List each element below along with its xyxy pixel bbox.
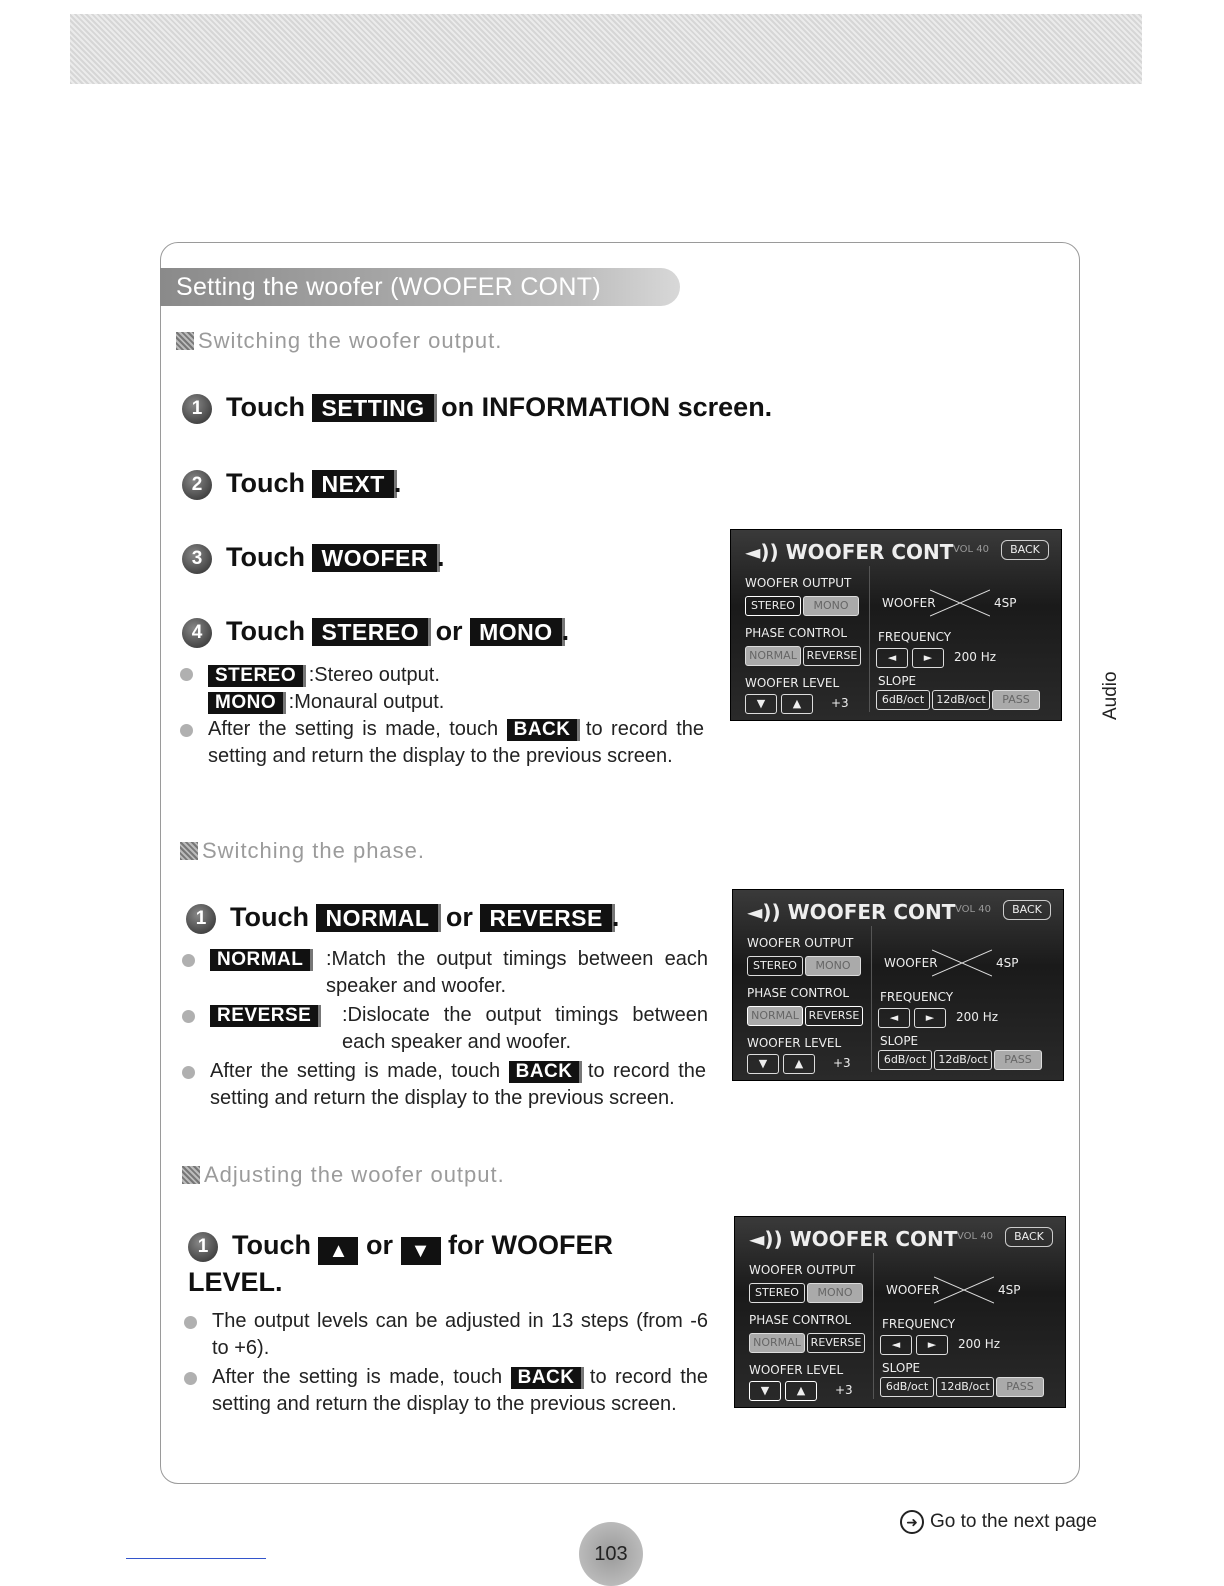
note-text: After the setting is made, touch xyxy=(212,1366,511,1388)
level-up-button[interactable]: ▲ xyxy=(781,694,813,714)
speaker-label: 4SP xyxy=(994,596,1017,610)
woofer-level-label: WOOFER LEVEL xyxy=(749,1363,844,1377)
arrow-right-icon: ➜ xyxy=(900,1510,924,1534)
step-number: 1 xyxy=(182,394,212,424)
note-text: :Stereo output. xyxy=(308,664,440,686)
frequency-value: 200 Hz xyxy=(956,1010,999,1024)
crossover-panel xyxy=(871,926,1048,1072)
slope-6-button[interactable]: 6dB/oct xyxy=(880,1377,934,1397)
bullet-icon xyxy=(184,1316,197,1329)
frequency-up-button[interactable]: ► xyxy=(914,1008,946,1028)
back-button[interactable]: BACK xyxy=(1003,900,1051,920)
note-after-1 xyxy=(208,716,704,770)
woofer-cont-screen-1 xyxy=(730,529,1062,721)
subheading-phase xyxy=(180,838,425,864)
bullet-icon xyxy=(182,954,195,967)
reverse-button[interactable]: REVERSE xyxy=(805,1006,863,1026)
normal-button[interactable]: NORMAL xyxy=(749,1333,805,1353)
level-down-button[interactable]: ▼ xyxy=(749,1381,781,1401)
subheading-text: Adjusting the woofer output. xyxy=(204,1162,505,1187)
level-value: +3 xyxy=(833,1056,851,1070)
step-text: Touch xyxy=(226,542,313,572)
slope-12-button[interactable]: 12dB/oct xyxy=(932,690,990,710)
up-arrow-icon: ▲ xyxy=(318,1237,358,1265)
normal-key: NORMAL xyxy=(316,904,438,932)
note-text: to record the setting and return the display to the previous screen. xyxy=(212,1366,708,1415)
page-number: 103 xyxy=(579,1522,643,1586)
step-2 xyxy=(182,468,401,500)
step-4 xyxy=(182,616,569,648)
stereo-key: STEREO xyxy=(312,618,428,646)
subheading-text: Switching the phase. xyxy=(202,838,426,863)
bullet-icon xyxy=(182,1010,195,1023)
step-text: for WOOFER LEVEL. xyxy=(188,1230,613,1297)
frequency-down-button[interactable]: ◄ xyxy=(876,648,908,668)
normal-button[interactable]: NORMAL xyxy=(747,1006,803,1026)
step-text: or xyxy=(358,1230,401,1260)
header-band xyxy=(70,14,1142,84)
square-bullet-icon xyxy=(180,842,198,860)
square-bullet-icon xyxy=(176,332,194,350)
subheading-text: Switching the woofer output. xyxy=(198,328,503,353)
note-text: to record the setting and return the display to the previous screen. xyxy=(210,1060,706,1109)
crossover-graph-icon xyxy=(932,946,992,980)
step-text: Touch xyxy=(230,902,317,932)
back-key: BACK xyxy=(507,719,578,741)
level-down-button[interactable]: ▼ xyxy=(747,1054,779,1074)
woofer-label: WOOFER xyxy=(886,1283,940,1297)
normal-key: NORMAL xyxy=(210,949,310,971)
mono-button[interactable]: MONO xyxy=(803,596,859,616)
step-text: Touch xyxy=(226,616,313,646)
frequency-label: FREQUENCY xyxy=(878,630,952,644)
crossover-graph-icon xyxy=(934,1273,994,1307)
audio-side-tab: Audio xyxy=(1100,671,1121,720)
frequency-value: 200 Hz xyxy=(958,1337,1001,1351)
volume-readout: VOL 40 xyxy=(955,904,992,915)
subheading-adjust xyxy=(182,1162,505,1188)
phase-control-label: PHASE CONTROL xyxy=(745,626,848,640)
stereo-button[interactable]: STEREO xyxy=(747,956,803,976)
setting-key: SETTING xyxy=(312,394,433,422)
frequency-up-button[interactable]: ► xyxy=(912,648,944,668)
step-number: 3 xyxy=(182,544,212,574)
step-text: . xyxy=(561,616,570,646)
note-reverse: :Dislocate the output timings between each speaker and woofer. xyxy=(342,1004,708,1053)
speaker-label: 4SP xyxy=(998,1283,1021,1297)
bullet-icon xyxy=(180,724,193,737)
woofer-label: WOOFER xyxy=(884,956,938,970)
step-text: or xyxy=(428,616,471,646)
frequency-value: 200 Hz xyxy=(954,650,997,664)
step-text: . xyxy=(393,468,402,498)
back-button[interactable]: BACK xyxy=(1005,1227,1053,1247)
frequency-down-button[interactable]: ◄ xyxy=(878,1008,910,1028)
frequency-up-button[interactable]: ► xyxy=(916,1335,948,1355)
note-stereo xyxy=(208,662,708,689)
note-levels: The output levels can be adjusted in 13 steps (from -6 to +6). xyxy=(212,1310,708,1359)
note-text: After the setting is made, touch xyxy=(210,1060,509,1082)
level-up-button[interactable]: ▲ xyxy=(783,1054,815,1074)
woofer-level-label: WOOFER LEVEL xyxy=(745,676,840,690)
reverse-button[interactable]: REVERSE xyxy=(807,1333,865,1353)
mono-key: MONO xyxy=(470,618,562,646)
step-1 xyxy=(182,392,772,424)
step-text: Touch xyxy=(226,392,313,422)
woofer-cont-screen-2 xyxy=(732,889,1064,1081)
step-number: 1 xyxy=(186,904,216,934)
note-after-2 xyxy=(210,1058,706,1112)
screen-title: ◄)) WOOFER CONT xyxy=(747,900,956,924)
slope-12-button[interactable]: 12dB/oct xyxy=(934,1050,992,1070)
woofer-label: WOOFER xyxy=(882,596,936,610)
section-title: Setting the woofer (WOOFER CONT) xyxy=(160,268,680,306)
bullet-icon xyxy=(184,1372,197,1385)
step-text: . xyxy=(611,902,620,932)
crossover-graph-icon xyxy=(930,586,990,620)
step-text: Touch xyxy=(232,1230,319,1260)
note-text: :Monaural output. xyxy=(288,691,445,713)
note-mono xyxy=(208,689,708,716)
woofer-output-label: WOOFER OUTPUT xyxy=(749,1263,856,1277)
footer-divider xyxy=(126,1558,266,1559)
step-number: 4 xyxy=(182,618,212,648)
level-value: +3 xyxy=(835,1383,853,1397)
woofer-cont-screen-3 xyxy=(734,1216,1066,1408)
slope-label: SLOPE xyxy=(878,674,917,688)
stereo-key: STEREO xyxy=(208,665,303,687)
slope-6-button[interactable]: 6dB/oct xyxy=(876,690,930,710)
volume-readout: VOL 40 xyxy=(957,1231,994,1242)
back-key: BACK xyxy=(511,1367,582,1389)
slope-label: SLOPE xyxy=(880,1034,919,1048)
subheading-woofer-output xyxy=(176,328,502,354)
pass-button[interactable]: PASS xyxy=(996,1377,1044,1397)
reverse-key: REVERSE xyxy=(480,904,611,932)
note-text: to record the setting and return the display to the previous screen. xyxy=(208,718,704,767)
level-up-button[interactable]: ▲ xyxy=(785,1381,817,1401)
back-button[interactable]: BACK xyxy=(1001,540,1049,560)
mono-button[interactable]: MONO xyxy=(807,1283,863,1303)
note-text: After the setting is made, touch xyxy=(208,718,507,740)
normal-button[interactable]: NORMAL xyxy=(745,646,801,666)
woofer-output-label: WOOFER OUTPUT xyxy=(747,936,854,950)
step-text: on INFORMATION screen. xyxy=(433,392,773,422)
next-page-text: Go to the next page xyxy=(930,1511,1097,1532)
note-reverse-key xyxy=(210,1002,340,1029)
screen-title: ◄)) WOOFER CONT xyxy=(749,1227,958,1251)
slope-12-button[interactable]: 12dB/oct xyxy=(936,1377,994,1397)
back-key: BACK xyxy=(509,1061,580,1083)
slope-label: SLOPE xyxy=(882,1361,921,1375)
frequency-label: FREQUENCY xyxy=(880,990,954,1004)
square-bullet-icon xyxy=(182,1166,200,1184)
next-key: NEXT xyxy=(312,470,393,498)
down-arrow-icon: ▼ xyxy=(401,1237,441,1265)
level-step-1 xyxy=(188,1228,668,1299)
reverse-key: REVERSE xyxy=(210,1005,318,1027)
step-number: 1 xyxy=(188,1232,218,1262)
note-normal: :Match the output timings between each speaker and woofer. xyxy=(326,948,708,997)
mono-button[interactable]: MONO xyxy=(805,956,861,976)
next-page-link[interactable] xyxy=(900,1510,1097,1534)
phase-control-label: PHASE CONTROL xyxy=(747,986,850,1000)
phase-step-1 xyxy=(186,902,619,934)
woofer-level-label: WOOFER LEVEL xyxy=(747,1036,842,1050)
pass-button[interactable]: PASS xyxy=(994,1050,1042,1070)
mono-key: MONO xyxy=(208,692,283,714)
note-normal-key xyxy=(210,946,330,973)
step-text: . xyxy=(436,542,445,572)
woofer-key: WOOFER xyxy=(312,544,437,572)
crossover-panel xyxy=(873,1253,1050,1399)
screen-title: ◄)) WOOFER CONT xyxy=(745,540,954,564)
woofer-output-label: WOOFER OUTPUT xyxy=(745,576,852,590)
frequency-label: FREQUENCY xyxy=(882,1317,956,1331)
volume-readout: VOL 40 xyxy=(953,544,990,555)
pass-button[interactable]: PASS xyxy=(992,690,1040,710)
level-value: +3 xyxy=(831,696,849,710)
note-after-3 xyxy=(212,1364,708,1418)
stereo-button[interactable]: STEREO xyxy=(749,1283,805,1303)
reverse-button[interactable]: REVERSE xyxy=(803,646,861,666)
step-text: or xyxy=(438,902,481,932)
step-text: Touch xyxy=(226,468,313,498)
bullet-icon xyxy=(180,668,193,681)
step-number: 2 xyxy=(182,470,212,500)
slope-6-button[interactable]: 6dB/oct xyxy=(878,1050,932,1070)
bullet-icon xyxy=(182,1066,195,1079)
frequency-down-button[interactable]: ◄ xyxy=(880,1335,912,1355)
stereo-button[interactable]: STEREO xyxy=(745,596,801,616)
crossover-panel xyxy=(869,566,1046,712)
speaker-label: 4SP xyxy=(996,956,1019,970)
step-3 xyxy=(182,542,445,574)
level-down-button[interactable]: ▼ xyxy=(745,694,777,714)
phase-control-label: PHASE CONTROL xyxy=(749,1313,852,1327)
